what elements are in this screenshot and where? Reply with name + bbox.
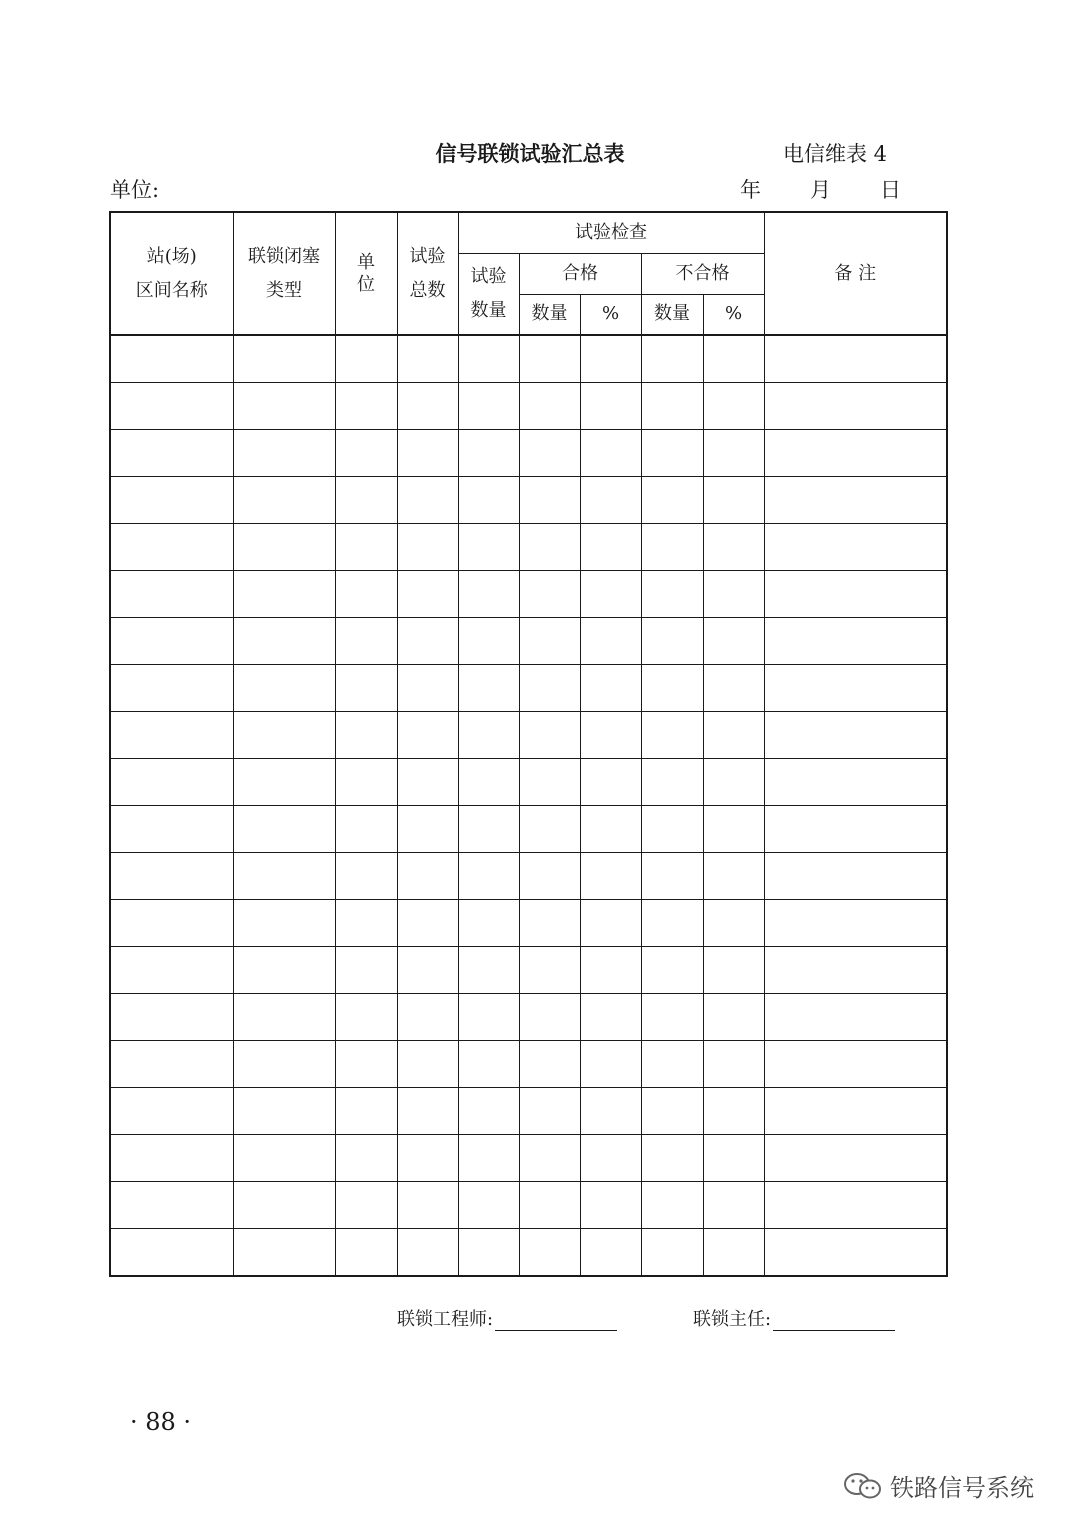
- watermark: [842, 1468, 1034, 1503]
- table-cell: [703, 853, 764, 900]
- table-cell: [641, 524, 703, 571]
- date-month-label: 月: [810, 178, 831, 202]
- table-cell: [519, 900, 580, 947]
- table-cell: [335, 335, 397, 383]
- table-cell: [580, 1088, 641, 1135]
- table-cell: [397, 430, 458, 477]
- table-cell: [233, 383, 335, 430]
- table-cell: [397, 759, 458, 806]
- table-cell: [458, 900, 519, 947]
- table-cell: [641, 1229, 703, 1277]
- table-cell: [233, 1041, 335, 1088]
- table-cell: [110, 430, 233, 477]
- table-cell: [335, 806, 397, 853]
- table-cell: [764, 571, 947, 618]
- table-cell: [458, 712, 519, 759]
- table-cell: [397, 477, 458, 524]
- table-row: [110, 1088, 947, 1135]
- table-cell: [580, 994, 641, 1041]
- table-cell: [641, 806, 703, 853]
- table-cell: [335, 665, 397, 712]
- table-row: [110, 618, 947, 665]
- table-cell: [335, 1135, 397, 1182]
- table-cell: [703, 524, 764, 571]
- table-cell: [110, 853, 233, 900]
- engineer-signature-line: [495, 1308, 617, 1331]
- table-cell: [458, 571, 519, 618]
- table-cell: [110, 571, 233, 618]
- table-row: [110, 383, 947, 430]
- table-cell: [764, 383, 947, 430]
- table-cell: [335, 853, 397, 900]
- table-cell: [703, 1088, 764, 1135]
- table-cell: [703, 477, 764, 524]
- table-cell: [110, 1229, 233, 1277]
- table-cell: [397, 383, 458, 430]
- table-row: [110, 335, 947, 383]
- table-cell: [458, 853, 519, 900]
- table-cell: [335, 1229, 397, 1277]
- table-cell: [580, 477, 641, 524]
- table-cell: [335, 759, 397, 806]
- table-cell: [519, 1229, 580, 1277]
- table-cell: [458, 1182, 519, 1229]
- table-cell: [397, 1041, 458, 1088]
- table-cell: [703, 806, 764, 853]
- header-test-total: 试验 总数: [397, 212, 458, 335]
- date-year-label: 年: [740, 178, 761, 202]
- table-cell: [764, 1135, 947, 1182]
- unit-label: 单位:: [110, 178, 160, 202]
- table-cell: [580, 1229, 641, 1277]
- table-cell: [233, 759, 335, 806]
- table-cell: [703, 383, 764, 430]
- table-cell: [397, 524, 458, 571]
- table-cell: [641, 900, 703, 947]
- table-cell: [519, 335, 580, 383]
- table-cell: [703, 335, 764, 383]
- table-cell: [764, 759, 947, 806]
- table-cell: [397, 1135, 458, 1182]
- header-test-inspection: 试验检查: [458, 212, 764, 253]
- table-cell: [580, 759, 641, 806]
- table-cell: [233, 335, 335, 383]
- table-cell: [458, 1135, 519, 1182]
- table-row: [110, 430, 947, 477]
- table-cell: [233, 947, 335, 994]
- table-cell: [580, 335, 641, 383]
- header-unit: 单 位: [335, 212, 397, 335]
- table-cell: [458, 1229, 519, 1277]
- page-number: · 88 ·: [130, 1408, 192, 1436]
- table-cell: [580, 1135, 641, 1182]
- header-station-name: 站(场) 区间名称: [110, 212, 233, 335]
- table-cell: [519, 618, 580, 665]
- table-cell: [458, 430, 519, 477]
- table-cell: [397, 947, 458, 994]
- table-cell: [397, 335, 458, 383]
- table-cell: [233, 477, 335, 524]
- table-cell: [764, 1182, 947, 1229]
- table-cell: [764, 853, 947, 900]
- table-cell: [764, 1088, 947, 1135]
- table-cell: [580, 1182, 641, 1229]
- table-cell: [703, 900, 764, 947]
- table-row: [110, 994, 947, 1041]
- table-cell: [335, 994, 397, 1041]
- table-cell: [397, 994, 458, 1041]
- table-cell: [110, 665, 233, 712]
- table-cell: [519, 383, 580, 430]
- header-fail-percent: %: [703, 294, 764, 335]
- table-cell: [641, 1182, 703, 1229]
- table-cell: [233, 900, 335, 947]
- table-row: [110, 1041, 947, 1088]
- table-cell: [580, 618, 641, 665]
- table-cell: [397, 1088, 458, 1135]
- table-cell: [703, 994, 764, 1041]
- table-cell: [233, 853, 335, 900]
- table-cell: [519, 1088, 580, 1135]
- table-cell: [580, 430, 641, 477]
- table-cell: [641, 430, 703, 477]
- table-cell: [580, 806, 641, 853]
- table-row: [110, 712, 947, 759]
- table-cell: [519, 1182, 580, 1229]
- table-cell: [703, 1135, 764, 1182]
- table-cell: [764, 1041, 947, 1088]
- table-row: [110, 1135, 947, 1182]
- table-cell: [580, 383, 641, 430]
- table-cell: [764, 994, 947, 1041]
- table-row: [110, 947, 947, 994]
- table-cell: [233, 712, 335, 759]
- table-cell: [233, 430, 335, 477]
- table-cell: [233, 1182, 335, 1229]
- table-cell: [335, 383, 397, 430]
- table-cell: [580, 853, 641, 900]
- table-cell: [397, 712, 458, 759]
- table-cell: [519, 712, 580, 759]
- table-cell: [641, 853, 703, 900]
- header-block-type: 联锁闭塞 类型: [233, 212, 335, 335]
- table-cell: [335, 1088, 397, 1135]
- table-cell: [110, 712, 233, 759]
- table-cell: [764, 477, 947, 524]
- table-cell: [110, 1182, 233, 1229]
- table-cell: [110, 947, 233, 994]
- engineer-signature: [397, 1305, 617, 1331]
- table-cell: [764, 947, 947, 994]
- table-cell: [519, 571, 580, 618]
- table-cell: [703, 759, 764, 806]
- table-cell: [641, 994, 703, 1041]
- table-cell: [233, 1229, 335, 1277]
- table-cell: [335, 524, 397, 571]
- table-row: [110, 665, 947, 712]
- table-cell: [458, 806, 519, 853]
- table-cell: [580, 665, 641, 712]
- table-cell: [641, 759, 703, 806]
- header-remarks: 备 注: [764, 212, 947, 335]
- table-cell: [397, 900, 458, 947]
- table-cell: [519, 665, 580, 712]
- table-cell: [764, 618, 947, 665]
- table-cell: [110, 759, 233, 806]
- table-cell: [458, 383, 519, 430]
- table-cell: [397, 618, 458, 665]
- table-cell: [335, 900, 397, 947]
- table-row: [110, 853, 947, 900]
- table-row: [110, 1182, 947, 1229]
- table-cell: [233, 618, 335, 665]
- table-cell: [335, 1182, 397, 1229]
- header-test-quantity: 试验 数量: [458, 253, 519, 335]
- table-row: [110, 1229, 947, 1277]
- table-cell: [397, 806, 458, 853]
- header-pass: 合格: [519, 253, 641, 294]
- date-day-label: 日: [880, 178, 901, 202]
- header-fail-quantity: 数量: [641, 294, 703, 335]
- table-cell: [764, 712, 947, 759]
- table-cell: [703, 1182, 764, 1229]
- table-cell: [233, 1088, 335, 1135]
- table-cell: [110, 477, 233, 524]
- table-cell: [703, 571, 764, 618]
- table-cell: [458, 947, 519, 994]
- table-cell: [519, 759, 580, 806]
- table-cell: [110, 1041, 233, 1088]
- table-cell: [703, 430, 764, 477]
- table-cell: [519, 947, 580, 994]
- table-cell: [641, 947, 703, 994]
- table-row: [110, 759, 947, 806]
- table-cell: [764, 806, 947, 853]
- table-cell: [703, 618, 764, 665]
- page-title: 信号联锁试验汇总表: [435, 142, 625, 166]
- table-cell: [703, 712, 764, 759]
- watermark-text: 铁路信号系统: [890, 1474, 1034, 1502]
- table-cell: [233, 1135, 335, 1182]
- table-cell: [233, 994, 335, 1041]
- table-cell: [641, 712, 703, 759]
- table-cell: [641, 1088, 703, 1135]
- table-cell: [458, 524, 519, 571]
- table-cell: [519, 1041, 580, 1088]
- table-cell: [764, 665, 947, 712]
- table-cell: [519, 853, 580, 900]
- table-cell: [233, 524, 335, 571]
- table-cell: [641, 383, 703, 430]
- table-cell: [335, 1041, 397, 1088]
- table-cell: [458, 477, 519, 524]
- table-cell: [580, 1041, 641, 1088]
- table-cell: [110, 383, 233, 430]
- table-cell: [110, 618, 233, 665]
- table-cell: [110, 335, 233, 383]
- table-cell: [641, 571, 703, 618]
- table-cell: [641, 1041, 703, 1088]
- table-cell: [641, 665, 703, 712]
- interlock-test-summary-table: [109, 211, 948, 1277]
- table-cell: [519, 1135, 580, 1182]
- table-cell: [233, 665, 335, 712]
- table-cell: [335, 618, 397, 665]
- table-cell: [641, 618, 703, 665]
- header-fail: 不合格: [641, 253, 764, 294]
- table-row: [110, 806, 947, 853]
- table-cell: [397, 853, 458, 900]
- table-cell: [458, 759, 519, 806]
- table-cell: [335, 712, 397, 759]
- table-cell: [110, 1135, 233, 1182]
- table-cell: [641, 335, 703, 383]
- table-cell: [335, 430, 397, 477]
- table-cell: [458, 1088, 519, 1135]
- table-row: [110, 571, 947, 618]
- engineer-signature-label: 联锁工程师:: [397, 1309, 494, 1330]
- table-cell: [233, 806, 335, 853]
- table-cell: [703, 947, 764, 994]
- table-cell: [580, 571, 641, 618]
- table-cell: [458, 618, 519, 665]
- table-cell: [397, 1182, 458, 1229]
- table-cell: [703, 665, 764, 712]
- table-cell: [580, 900, 641, 947]
- table-cell: [397, 1229, 458, 1277]
- table-cell: [335, 571, 397, 618]
- table-cell: [641, 1135, 703, 1182]
- table-cell: [641, 477, 703, 524]
- table-cell: [110, 524, 233, 571]
- table-cell: [397, 665, 458, 712]
- table-cell: [397, 571, 458, 618]
- table-row: [110, 900, 947, 947]
- table-cell: [580, 524, 641, 571]
- table-cell: [110, 806, 233, 853]
- director-signature-line: [773, 1308, 895, 1331]
- table-cell: [764, 335, 947, 383]
- table-cell: [519, 524, 580, 571]
- table-cell: [335, 477, 397, 524]
- table-cell: [703, 1229, 764, 1277]
- table-cell: [458, 335, 519, 383]
- wechat-icon: [842, 1471, 884, 1501]
- table-cell: [764, 524, 947, 571]
- table-cell: [110, 900, 233, 947]
- table-cell: [110, 1088, 233, 1135]
- table-row: [110, 477, 947, 524]
- table-cell: [458, 994, 519, 1041]
- table-cell: [335, 947, 397, 994]
- table-row: [110, 524, 947, 571]
- header-pass-quantity: 数量: [519, 294, 580, 335]
- header-pass-percent: %: [580, 294, 641, 335]
- table-cell: [580, 947, 641, 994]
- table-cell: [458, 665, 519, 712]
- table-cell: [519, 994, 580, 1041]
- director-signature-label: 联锁主任:: [693, 1309, 772, 1330]
- table-cell: [703, 1041, 764, 1088]
- table-cell: [458, 1041, 519, 1088]
- table-cell: [764, 430, 947, 477]
- table-cell: [764, 900, 947, 947]
- table-cell: [110, 994, 233, 1041]
- form-number: 电信维表 4: [783, 142, 888, 166]
- table-cell: [519, 477, 580, 524]
- table-cell: [519, 430, 580, 477]
- table-cell: [764, 1229, 947, 1277]
- director-signature: [693, 1305, 895, 1331]
- table-cell: [580, 712, 641, 759]
- table-cell: [233, 571, 335, 618]
- table-cell: [519, 806, 580, 853]
